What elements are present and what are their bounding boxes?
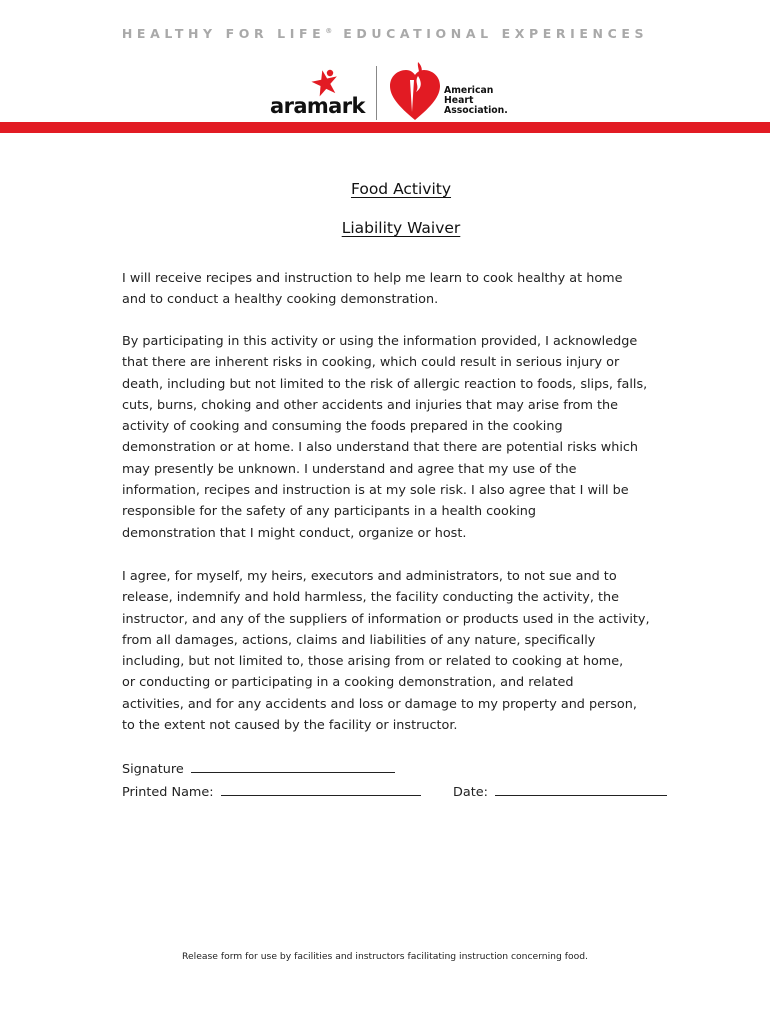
paragraph-line: instructor, and any of the suppliers of information or products used in the activity, [122,611,650,627]
aramark-logo [270,68,366,120]
paragraph-line: activity of cooking and consuming the foods prepared in the cooking [122,419,563,435]
paragraph-line: cuts, burns, choking and other accidents and injuries that may arise from the [122,397,619,413]
aha-wordmark [444,86,508,116]
paragraph-line: By participating in this activity or using the information provided, I acknowledge [122,334,638,349]
paragraph-line: may presently be unknown. I understand and agree that my use of the [122,461,577,477]
header-red-band [0,122,770,133]
printed-name-line[interactable] [221,783,421,796]
heart-torch-icon [388,60,442,124]
aha-logo [388,60,518,124]
paragraph-line: that there are inherent risks in cooking, which could result in serious injury or [122,355,620,371]
paragraph-line: and to conduct a healthy cooking demonstration. [122,292,439,308]
paragraph-line: including, but not limited to, those arising from or related to cooking at home, [122,654,624,670]
printed-name-label: Printed Name: [122,785,214,800]
paragraph-line: I agree, for myself, my heirs, executors and administrators, to not sue and to [122,569,617,584]
document-title: Food Activity [350,180,452,198]
paragraph-line: to the extent not caused by the facility or instructor. [122,718,458,734]
paragraph-line: I will receive recipes and instruction to help me learn to cook healthy at home [122,271,623,286]
paragraph-risks [122,331,677,544]
signature-label: Signature [122,762,184,777]
paragraph-line: demonstration or at home. I also understand that there are potential risks which [122,440,639,456]
paragraph-line: from all damages, actions, claims and liabilities of any nature, specifically [122,632,596,648]
aramark-wordmark: aramark [270,94,365,118]
paragraph-intro [122,268,677,311]
footer-note: Release form for use by facilities and instructors facilitating instruction concerning food. [182,951,588,962]
paragraph-line: activities, and for any accidents and loss or damage to my property and person, [122,696,637,712]
paragraph-line: responsible for the safety of any participants in a health cooking [122,504,537,520]
tagline-text: HEALTHY FOR LIFE [121,26,326,41]
paragraph-line: demonstration that I might conduct, organize or host. [122,525,467,541]
date-label: Date: [453,785,488,800]
printed-name-row [122,783,421,800]
aha-line-1: American [444,85,494,96]
signature-row [122,760,395,777]
header-tagline [0,26,770,41]
paragraph-line: or conducting or participating in a cooking demonstration, and related [122,675,574,691]
paragraph-line: information, recipes and instruction is at my sole risk. I also agree that I will be [122,483,629,499]
aha-line-3: Association. [444,105,508,116]
date-row [453,783,667,800]
paragraph-line: release, indemnify and hold harmless, the facility conducting the activity, the [122,590,619,606]
registered-mark: ® [325,26,335,35]
document-subtitle: Liability Waiver [341,219,461,237]
paragraph-line: death, including but not limited to the risk of allergic reaction to foods, slips, falls, [122,376,648,392]
paragraph-release [122,566,677,736]
aha-line-2: Heart [444,95,474,106]
logo-divider [376,66,377,120]
tagline-text-rest: EDUCATIONAL EXPERIENCES [334,26,649,41]
date-line[interactable] [495,783,667,796]
signature-line[interactable] [191,760,395,773]
